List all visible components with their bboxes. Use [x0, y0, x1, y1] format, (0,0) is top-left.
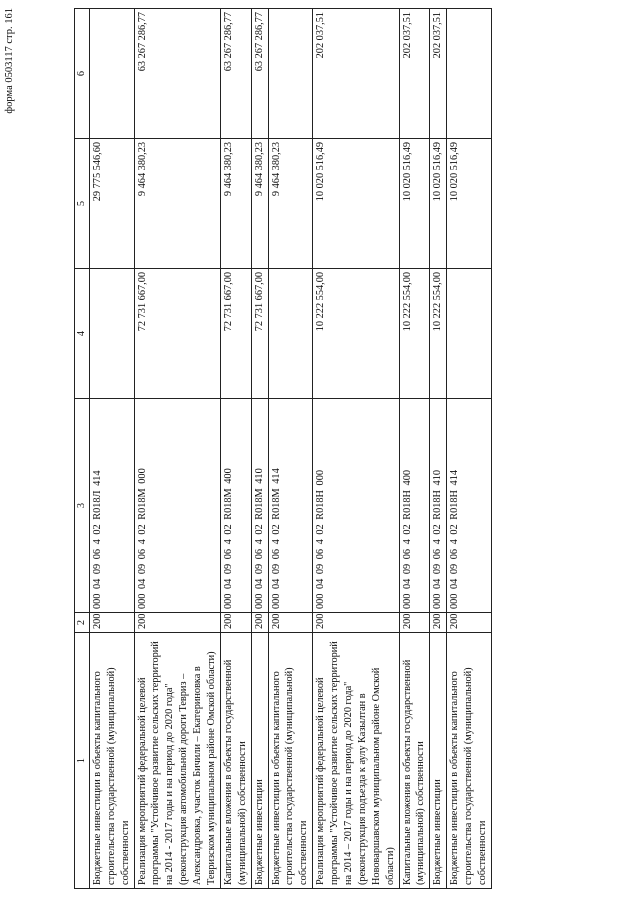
row-executed: 29 775 546,60	[89, 139, 134, 269]
row-classification: 000 04 09 06 4 02 R018H 400	[399, 399, 430, 613]
row-code: 200	[251, 613, 268, 633]
row-name: Реализация мероприятий федеральной целевой программы "Устойчивое развитие сельских территорий на 2014 – 2017 годы и на период до 2020 года" (реконструкция подъезда к аулу Казылтан в Нововаршавском муниципальном районе Омской области)	[313, 633, 399, 889]
table-row	[430, 9, 447, 889]
row-unexecuted: 63 267 286,77	[220, 9, 251, 139]
header-col-1: 1	[75, 633, 90, 889]
row-name: Бюджетные инвестиции	[251, 633, 268, 889]
row-name: Бюджетные инвестиции в объекты капитального строительства государственной (муниципальной) собственности	[447, 633, 492, 889]
table-row	[313, 9, 399, 889]
row-code: 200	[313, 613, 399, 633]
row-approved	[268, 269, 313, 399]
row-code: 200	[430, 613, 447, 633]
header-col-2: 2	[75, 613, 90, 633]
row-executed: 9 464 380,23	[220, 139, 251, 269]
row-name: Капитальные вложения в объекты государственной (муниципальной) собственности	[399, 633, 430, 889]
row-classification: 000 04 09 06 4 02 R018H 410	[430, 399, 447, 613]
row-executed: 10 020 516,49	[313, 139, 399, 269]
row-name: Капитальные вложения в объекты государственной (муниципальной) собственности	[220, 633, 251, 889]
row-approved: 72 731 667,00	[220, 269, 251, 399]
header-col-3: 3	[75, 399, 90, 613]
row-code: 200	[268, 613, 313, 633]
row-executed: 10 020 516,49	[430, 139, 447, 269]
row-classification: 000 04 09 06 4 02 R018M 000	[134, 399, 220, 613]
row-code: 200	[447, 613, 492, 633]
form-label: форма 0503117 стр. 161	[4, 8, 15, 114]
row-approved: 72 731 667,00	[134, 269, 220, 399]
row-unexecuted	[268, 9, 313, 139]
row-classification: 000 04 09 06 4 02 R018H 414	[447, 399, 492, 613]
table-row	[268, 9, 313, 889]
table-row	[399, 9, 430, 889]
row-unexecuted: 63 267 286,77	[251, 9, 268, 139]
table-row	[89, 9, 134, 889]
header-col-5: 5	[75, 139, 90, 269]
row-classification: 000 04 09 06 4 02 R018M 400	[220, 399, 251, 613]
row-unexecuted: 202 037,51	[430, 9, 447, 139]
row-name: Бюджетные инвестиции в объекты капитального строительства государственной (муниципальной) собственности	[268, 633, 313, 889]
row-unexecuted: 202 037,51	[399, 9, 430, 139]
row-classification: 000 04 09 06 4 02 R018H 000	[313, 399, 399, 613]
row-name: Реализация мероприятий федеральной целевой программы "Устойчивое развитие сельских территорий на 2014 - 2017 годы и на период до 2020 года" (реконструкция автомобильной дороги Тевриз – Александровка, участок Бичили – Екатериновка в Тевризском муниципальном районе Омской области)	[134, 633, 220, 889]
row-classification: 000 04 09 06 4 02 R018M 410	[251, 399, 268, 613]
row-code: 200	[220, 613, 251, 633]
row-unexecuted	[447, 9, 492, 139]
row-executed: 10 020 516,49	[447, 139, 492, 269]
row-approved: 72 731 667,00	[251, 269, 268, 399]
row-executed: 9 464 380,23	[268, 139, 313, 269]
header-row	[75, 9, 90, 889]
row-code: 200	[399, 613, 430, 633]
row-name: Бюджетные инвестиции в объекты капитального строительства государственной (муниципальной) собственности	[89, 633, 134, 889]
row-executed: 9 464 380,23	[251, 139, 268, 269]
table-row	[220, 9, 251, 889]
row-name: Бюджетные инвестиции	[430, 633, 447, 889]
budget-table	[74, 8, 492, 889]
row-code: 200	[89, 613, 134, 633]
row-unexecuted	[89, 9, 134, 139]
row-approved	[447, 269, 492, 399]
row-classification: 000 04 09 06 4 02 R018Л 414	[89, 399, 134, 613]
row-classification: 000 04 09 06 4 02 R018M 414	[268, 399, 313, 613]
table-row	[134, 9, 220, 889]
table-row	[251, 9, 268, 889]
row-approved	[89, 269, 134, 399]
row-code: 200	[134, 613, 220, 633]
header-col-6: 6	[75, 9, 90, 139]
table-row	[447, 9, 492, 889]
row-approved: 10 222 554,00	[430, 269, 447, 399]
row-unexecuted: 63 267 286,77	[134, 9, 220, 139]
row-approved: 10 222 554,00	[313, 269, 399, 399]
row-approved: 10 222 554,00	[399, 269, 430, 399]
row-unexecuted: 202 037,51	[313, 9, 399, 139]
row-executed: 10 020 516,49	[399, 139, 430, 269]
row-executed: 9 464 380,23	[134, 139, 220, 269]
header-col-4: 4	[75, 269, 90, 399]
